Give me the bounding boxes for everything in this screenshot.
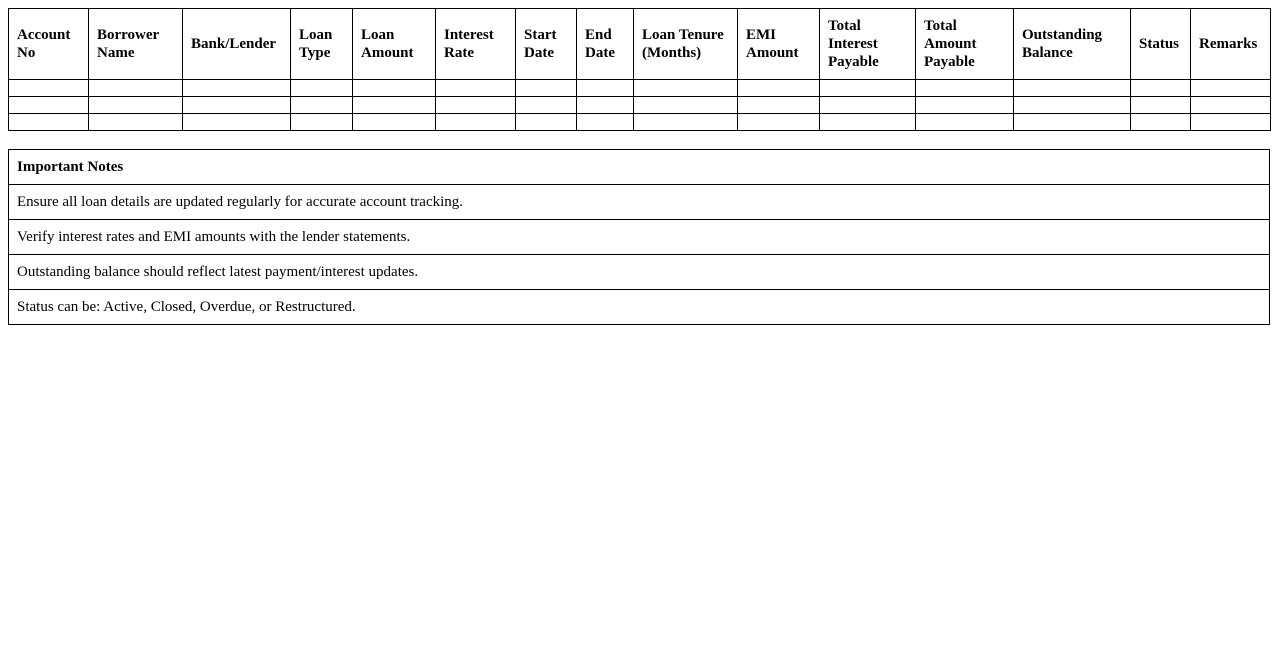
note-text: Outstanding balance should reflect latest payment/interest updates. — [9, 255, 1270, 290]
page-content — [8, 8, 1270, 325]
table-cell[interactable] — [738, 80, 820, 97]
column-header-borrower-name: Borrower Name — [89, 9, 183, 80]
table-cell[interactable] — [1014, 97, 1131, 114]
list-item — [9, 185, 1270, 220]
table-cell[interactable] — [1131, 80, 1191, 97]
table-cell[interactable] — [291, 80, 353, 97]
table-cell[interactable] — [1191, 97, 1271, 114]
table-cell[interactable] — [577, 80, 634, 97]
note-text: Status can be: Active, Closed, Overdue, or Restructured. — [9, 290, 1270, 325]
table-cell[interactable] — [1191, 114, 1271, 131]
column-header-account-no: Account No — [9, 9, 89, 80]
table-cell[interactable] — [634, 97, 738, 114]
column-header-interest-rate: Interest Rate — [436, 9, 516, 80]
list-item — [9, 220, 1270, 255]
column-header-end-date: End Date — [577, 9, 634, 80]
table-cell[interactable] — [183, 80, 291, 97]
table-cell[interactable] — [577, 97, 634, 114]
column-header-bank-lender: Bank/Lender — [183, 9, 291, 80]
table-cell[interactable] — [820, 80, 916, 97]
table-cell[interactable] — [1191, 80, 1271, 97]
notes-header-row — [9, 150, 1270, 185]
table-cell[interactable] — [738, 114, 820, 131]
table-cell[interactable] — [1014, 80, 1131, 97]
table-cell[interactable] — [516, 80, 577, 97]
table-cell[interactable] — [436, 114, 516, 131]
table-cell[interactable] — [634, 114, 738, 131]
table-cell[interactable] — [89, 114, 183, 131]
table-cell[interactable] — [577, 114, 634, 131]
table-cell[interactable] — [820, 114, 916, 131]
table-cell[interactable] — [436, 80, 516, 97]
table-cell[interactable] — [1131, 114, 1191, 131]
table-cell[interactable] — [1131, 97, 1191, 114]
table-row — [9, 97, 1271, 114]
column-header-start-date: Start Date — [516, 9, 577, 80]
loan-table — [8, 8, 1271, 131]
loan-table-header-row — [9, 9, 1271, 80]
note-text: Verify interest rates and EMI amounts with the lender statements. — [9, 220, 1270, 255]
column-header-loan-tenure: Loan Tenure (Months) — [634, 9, 738, 80]
column-header-outstanding-balance: Outstanding Balance — [1014, 9, 1131, 80]
table-cell[interactable] — [916, 114, 1014, 131]
table-cell[interactable] — [89, 97, 183, 114]
table-cell[interactable] — [516, 97, 577, 114]
table-cell[interactable] — [436, 97, 516, 114]
column-header-status: Status — [1131, 9, 1191, 80]
notes-title: Important Notes — [9, 150, 1270, 185]
table-row — [9, 114, 1271, 131]
table-cell[interactable] — [183, 97, 291, 114]
table-cell[interactable] — [183, 114, 291, 131]
list-item — [9, 290, 1270, 325]
column-header-remarks: Remarks — [1191, 9, 1271, 80]
note-text: Ensure all loan details are updated regularly for accurate account tracking. — [9, 185, 1270, 220]
table-cell[interactable] — [353, 80, 436, 97]
column-header-total-interest-payable: Total Interest Payable — [820, 9, 916, 80]
table-cell[interactable] — [353, 114, 436, 131]
table-cell[interactable] — [1014, 114, 1131, 131]
table-cell[interactable] — [89, 80, 183, 97]
table-cell[interactable] — [820, 97, 916, 114]
table-cell[interactable] — [916, 97, 1014, 114]
column-header-total-amount-payable: Total Amount Payable — [916, 9, 1014, 80]
important-notes-table — [8, 149, 1270, 325]
table-cell[interactable] — [291, 97, 353, 114]
table-cell[interactable] — [516, 114, 577, 131]
column-header-loan-type: Loan Type — [291, 9, 353, 80]
table-cell[interactable] — [353, 97, 436, 114]
table-cell[interactable] — [9, 80, 89, 97]
table-cell[interactable] — [916, 80, 1014, 97]
list-item — [9, 255, 1270, 290]
table-row — [9, 80, 1271, 97]
table-cell[interactable] — [738, 97, 820, 114]
column-header-emi-amount: EMI Amount — [738, 9, 820, 80]
table-cell[interactable] — [9, 114, 89, 131]
column-header-loan-amount: Loan Amount — [353, 9, 436, 80]
table-cell[interactable] — [9, 97, 89, 114]
table-cell[interactable] — [634, 80, 738, 97]
table-cell[interactable] — [291, 114, 353, 131]
